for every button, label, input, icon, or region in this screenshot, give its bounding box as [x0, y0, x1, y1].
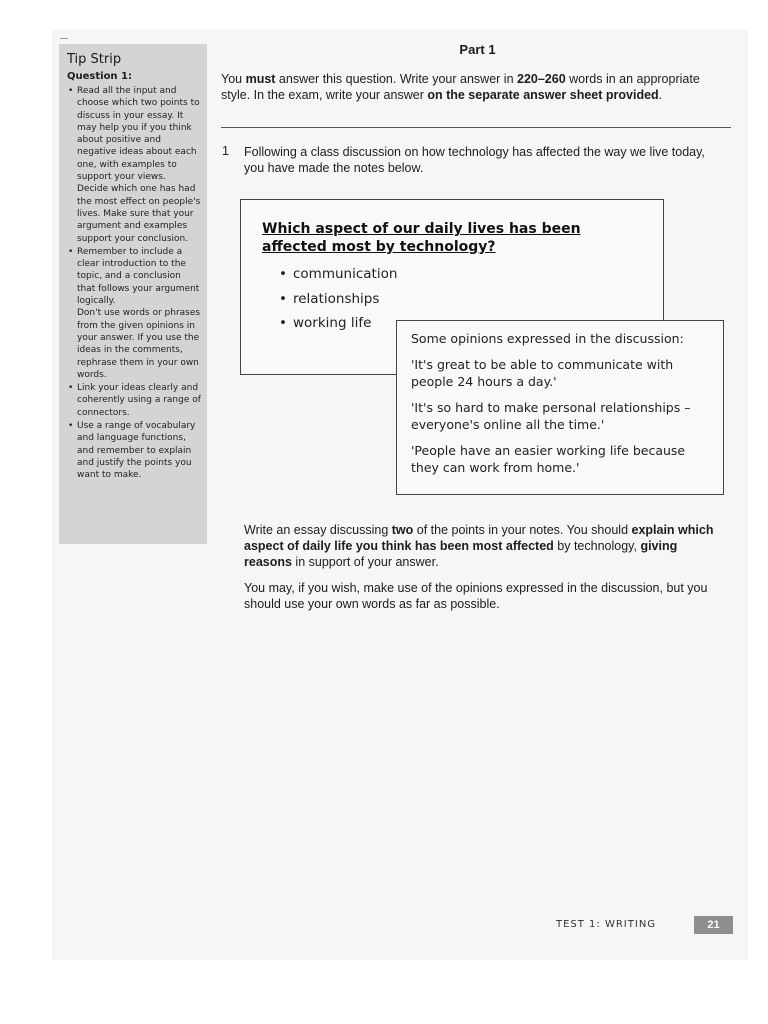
question-number: 1 [222, 144, 229, 158]
task-text: Write an essay discussing [244, 523, 392, 537]
task-note: You may, if you wish, make use of the opinions expressed in the discussion, but you should use your own words as far as possible. [244, 581, 708, 611]
tip-text-extra: Don't use words or phrases from the given opinions in your answer. If you use the ideas in the comments, rephrase them in your own words. [77, 308, 201, 380]
instructions-text: You [221, 72, 246, 86]
notes-item: • working life [277, 315, 397, 340]
tip-item [67, 420, 201, 481]
instructions-bold: 220–260 [517, 72, 566, 86]
opinions-box [396, 320, 724, 495]
opinion-quote: 'People have an easier working life because they can work from home.' [411, 443, 686, 475]
task-bold: two [391, 523, 414, 537]
notes-heading: Which aspect of our daily lives has been affected most by technology? [262, 221, 581, 255]
tip-list [67, 85, 201, 482]
opinion-quote: 'It's great to be able to communicate with people 24 hours a day.' [411, 357, 674, 389]
instructions-text: . [658, 88, 663, 102]
tip-text: • Read all the input and choose which two points to discuss in your essay. It may help you if you think about positive and negative ideas about each one, with examples to support your views. [77, 86, 200, 183]
notes-item: • relationships [277, 291, 397, 316]
task-bold: explain which aspect of daily life you think has been most affected [244, 523, 714, 553]
part-title: Part 1 [459, 42, 496, 57]
corner-mark [60, 38, 68, 39]
instructions-text: words in an appropriate style. In the exam, write your answer [221, 72, 700, 102]
tip-strip [59, 44, 207, 544]
tip-strip-question: Question 1: [67, 71, 132, 82]
instructions-text: answer this question. Write your answer in [275, 72, 517, 86]
instructions [221, 71, 721, 103]
tip-strip-title: Tip Strip [67, 52, 122, 67]
opinions-title: Some opinions expressed in the discussion: [411, 331, 684, 346]
divider [221, 127, 731, 128]
task-instructions [244, 522, 724, 570]
tip-item [67, 382, 201, 419]
task-text: in support of your answer. [291, 555, 439, 569]
notes-item: • communication [277, 266, 397, 291]
question-intro: Following a class discussion on how technology has affected the way we live today, you have made the notes below. [244, 145, 705, 175]
instructions-bold: on the separate answer sheet provided [427, 88, 659, 102]
tip-text: • Use a range of vocabulary and language functions, and remember to explain and justify the points you want to make. [77, 421, 196, 481]
footer-label: TEST 1: WRITING [556, 919, 657, 930]
tip-text-extra: Decide which one has had the most effect on people's lives. Make sure that your argument and examples support your conclusion. [77, 184, 201, 244]
task-text: of the points in your notes. You should [413, 523, 632, 537]
tip-text: • Link your ideas clearly and coherently using a range of connectors. [77, 383, 201, 418]
tip-text: • Remember to include a clear introduction to the topic, and a conclusion that follows your argument logically. [77, 246, 200, 307]
opinion-quote: 'It's so hard to make personal relationships – everyone's online all the time.' [411, 400, 691, 432]
page-number: 21 [694, 916, 733, 934]
task-bold: giving reasons [244, 539, 678, 569]
tip-item [67, 246, 201, 381]
notes-list [277, 266, 397, 340]
task-text: by technology, [553, 539, 641, 553]
instructions-bold: must [245, 72, 276, 86]
tip-item [67, 85, 201, 245]
